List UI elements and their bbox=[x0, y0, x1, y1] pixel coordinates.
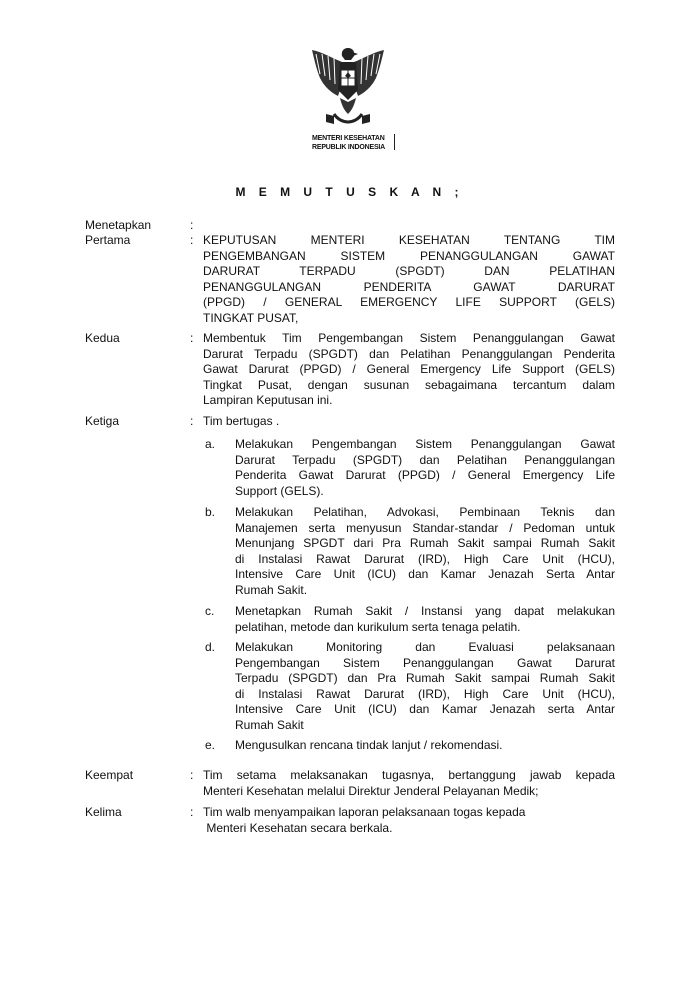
text-line: TINGKAT PUSAT, bbox=[203, 310, 299, 325]
list-item-letter: a. bbox=[205, 437, 216, 451]
text-line: Tim setama melaksanakan tugasnya, bertanggung jawab kepada bbox=[203, 768, 615, 782]
text-line: Penderita Gawat Darurat (PPGD) / General Emergency Life bbox=[235, 468, 615, 482]
list-item-letter: e. bbox=[205, 738, 216, 752]
text-line: Lampiran Keputusan ini. bbox=[203, 393, 333, 407]
section-colon: : bbox=[190, 218, 194, 232]
text-line: Tingkat Pusat, dengan susunan sebagaimana tercantum dalam bbox=[203, 377, 615, 392]
section-label: Menetapkan bbox=[85, 218, 152, 232]
text-line: Membentuk Tim Pengembangan Sistem Penanggulangan Gawat bbox=[203, 331, 615, 345]
list-item-text bbox=[235, 604, 615, 635]
section-colon: : bbox=[190, 233, 194, 247]
garuda-emblem-icon bbox=[308, 44, 388, 130]
list-item-text bbox=[235, 738, 615, 754]
list-item-letter: d. bbox=[205, 640, 216, 654]
text-line: Intensive Care Unit (ICU) dan Kamar Jenazah Serta Antar bbox=[235, 567, 615, 581]
text-line: Melakukan Monitoring dan Evaluasi pelaksanaan bbox=[235, 640, 615, 654]
text-line: Rumah Sakit bbox=[235, 717, 304, 732]
section-text bbox=[203, 768, 615, 799]
text-line: Mengusulkan rencana tindak lanjut / rekomendasi. bbox=[235, 738, 503, 752]
text-line: PENGEMBANGAN SISTEM PENANGGULANGAN GAWAT bbox=[203, 248, 615, 263]
section-text bbox=[203, 805, 615, 836]
text-line: Intensive Care Unit (ICU) dan Kamar Jenazah serta Antar bbox=[235, 702, 615, 716]
text-line: Menunjang SPGDT dari Pra Rumah Sakit sampai Rumah Sakit bbox=[235, 536, 615, 550]
section-label: Pertama bbox=[85, 233, 131, 247]
text-line: Manajemen serta menyusun Standar-standar / Pedoman untuk bbox=[235, 520, 615, 535]
text-line: Melakukan Pelatihan, Advokasi, Pembinaan Teknis dan bbox=[235, 505, 615, 519]
emblem-caption bbox=[312, 134, 395, 150]
text-line: Rumah Sakit. bbox=[235, 582, 308, 597]
text-line: DARURAT TERPADU (SPGDT) DAN PELATIHAN bbox=[203, 264, 615, 278]
text-line: Menteri Kesehatan melalui Direktur Jenderal Pelayanan Medik; bbox=[203, 783, 539, 798]
section-colon: : bbox=[190, 331, 194, 345]
text-line: (PPGD) / GENERAL EMERGENCY LIFE SUPPORT (GELS) bbox=[203, 295, 615, 309]
section-colon: : bbox=[190, 414, 194, 428]
section-colon: : bbox=[190, 805, 194, 819]
list-item-text bbox=[235, 640, 615, 733]
document-title: M E M U T U S K A N ; bbox=[235, 185, 464, 199]
text-line: Darurat Terpadu (SPGDT) dan Pelatihan Penanggulangan bbox=[235, 452, 615, 467]
section-intro: Tim bertugas . bbox=[203, 414, 280, 428]
section-label: Ketiga bbox=[85, 414, 120, 428]
section-label: Kelima bbox=[85, 805, 122, 819]
section-colon: : bbox=[190, 768, 194, 782]
text-line: Menetapkan Rumah Sakit / Instansi yang dapat melakukan bbox=[235, 604, 615, 618]
text-line: Melakukan Pengembangan Sistem Penanggulangan Gawat bbox=[235, 437, 615, 451]
list-item-text bbox=[235, 437, 615, 499]
text-line: Gawat Darurat (PPGD) / General Emergency Life Support (GELS) bbox=[203, 362, 615, 376]
text-line: Darurat Terpadu (SPGDT) dan Pelatihan Penanggulangan Penderita bbox=[203, 346, 615, 361]
section-label: Kedua bbox=[85, 331, 120, 345]
text-line: Support (GELS). bbox=[235, 483, 324, 498]
section-text bbox=[203, 233, 615, 326]
section-text bbox=[203, 331, 615, 409]
caption-line-1: MENTERI KESEHATAN bbox=[312, 135, 385, 142]
section-label: Keempat bbox=[85, 768, 134, 782]
text-line: di Instalasi Rawat Darurat (IRD), High Care Unit (HCU), bbox=[235, 686, 615, 701]
text-line: pelatihan, metode dan kurikulum serta tenaga pelatih. bbox=[235, 619, 521, 634]
text-line: KEPUTUSAN MENTERI KESEHATAN TENTANG TIM bbox=[203, 233, 615, 247]
text-line: Menteri Kesehatan secara berkala. bbox=[203, 820, 393, 835]
caption-line-2: REPUBLIK INDONESIA bbox=[312, 144, 386, 150]
text-line: di Instalasi Rawat Darurat (IRD), High Care Unit (HCU), bbox=[235, 551, 615, 566]
list-item-text bbox=[235, 505, 615, 598]
text-line: PENANGGULANGAN PENDERITA GAWAT DARURAT bbox=[203, 279, 615, 294]
list-item-letter: b. bbox=[205, 505, 216, 519]
text-line: Pengembangan Sistem Penanggulangan Gawat Darurat bbox=[235, 655, 615, 670]
list-item-letter: c. bbox=[205, 604, 215, 618]
text-line: Tim walb menyampaikan laporan pelaksanaan togas kepada bbox=[203, 805, 526, 819]
text-line: Terpadu (SPGDT) dan Pra Rumah Sakit sampai Rumah Sakit bbox=[235, 671, 615, 685]
